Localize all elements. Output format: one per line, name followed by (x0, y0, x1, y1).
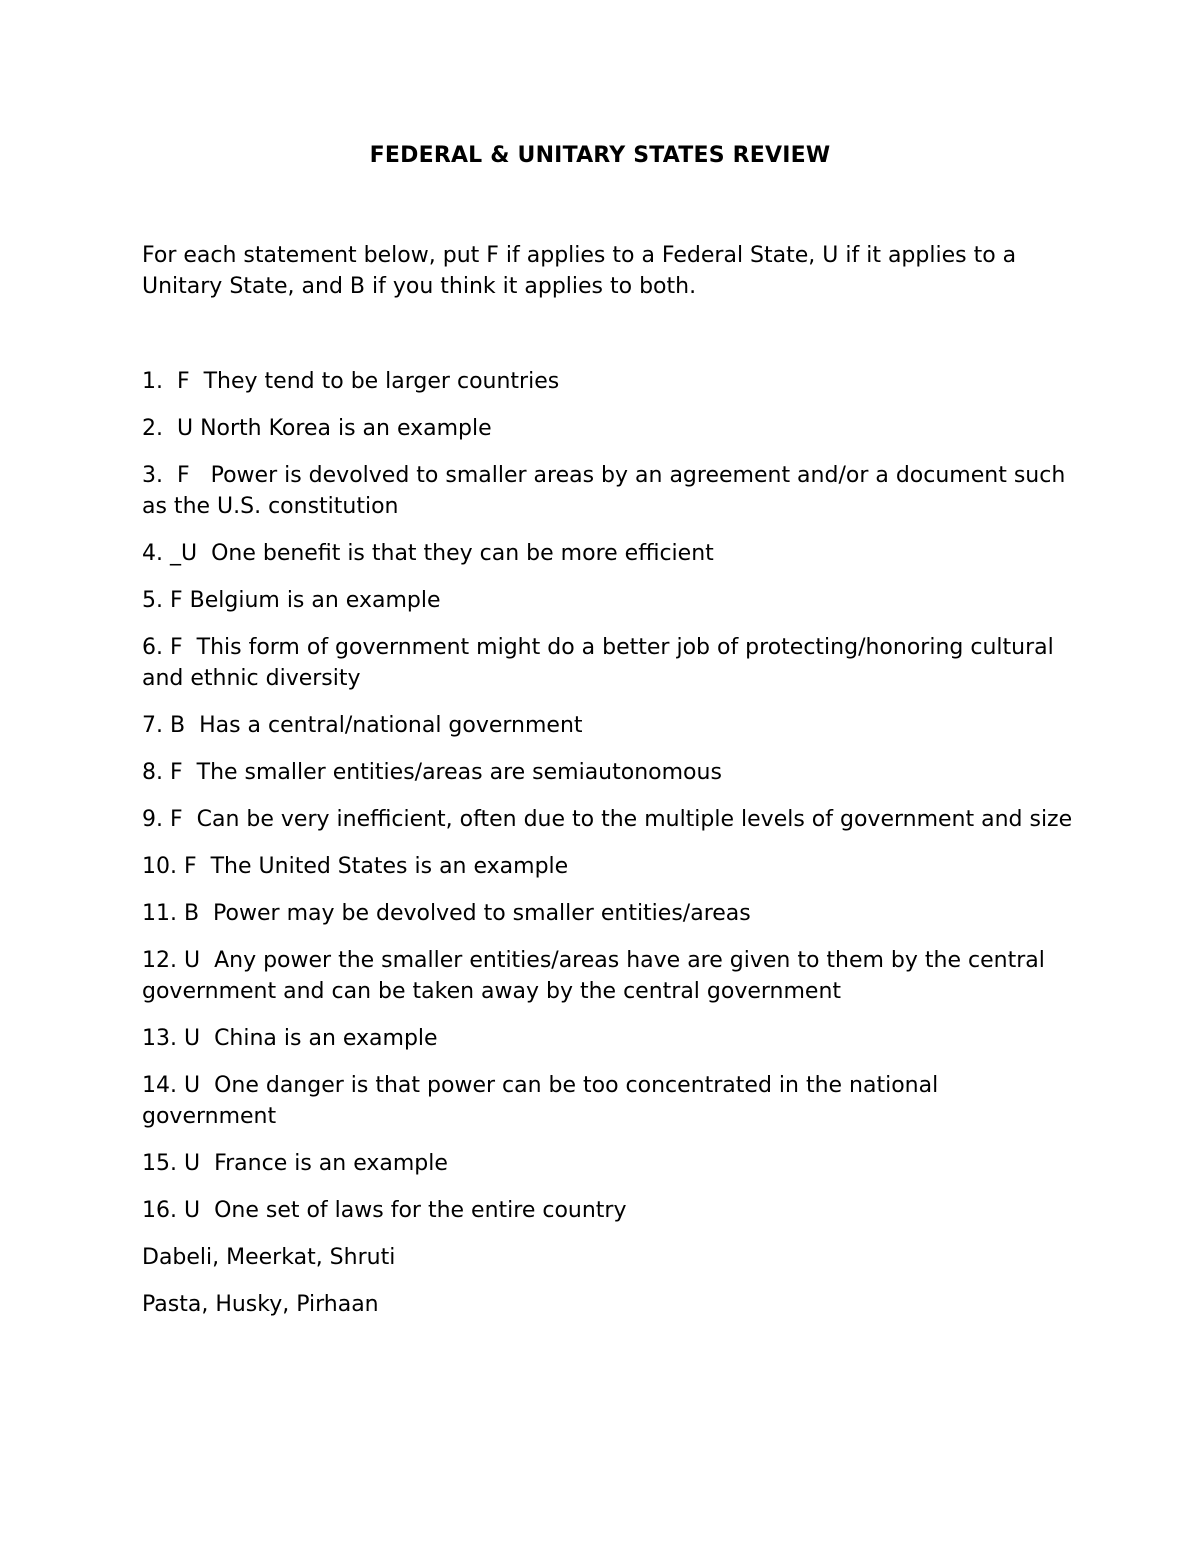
statement-item: 8. F The smaller entities/areas are semiautonomous (142, 760, 722, 785)
document-title: FEDERAL & UNITARY STATES REVIEW (369, 143, 831, 168)
statement-item: 5. F Belgium is an example (142, 588, 441, 613)
statement-item: 10. F The United States is an example (142, 854, 569, 879)
statement-item: 6. F This form of government might do a better job of protecting/honoring cultural and ethnic diversity (142, 635, 1061, 691)
group-names-line: Pasta, Husky, Pirhaan (142, 1292, 379, 1317)
statement-item: 2. U North Korea is an example (142, 416, 492, 441)
group-names-line: Dabeli, Meerkat, Shruti (142, 1245, 396, 1270)
statement-item: 15. U France is an example (142, 1151, 448, 1176)
statement-item: 12. U Any power the smaller entities/areas have are given to them by the central government and can be taken away by the central government (142, 948, 1052, 1004)
instructions-paragraph: For each statement below, put F if applies to a Federal State, U if it applies to a Unitary State, and B if you think it applies to both. (142, 243, 1017, 299)
statement-item: 9. F Can be very inefficient, often due to the multiple levels of government and size (142, 807, 1073, 832)
statement-item: 3. F Power is devolved to smaller areas by an agreement and/or a document such as the U.S. constitution (142, 463, 1073, 519)
statement-item: 7. B Has a central/national government (142, 713, 583, 738)
statement-item: 16. U One set of laws for the entire country (142, 1198, 627, 1223)
statement-item: 13. U China is an example (142, 1026, 438, 1051)
statement-item: 11. B Power may be devolved to smaller entities/areas (142, 901, 751, 926)
statement-item: 4. _U One benefit is that they can be more efficient (142, 541, 714, 566)
statement-item: 1. F They tend to be larger countries (142, 369, 560, 394)
statement-item: 14. U One danger is that power can be too concentrated in the national government (142, 1073, 946, 1129)
statement-list (142, 366, 1077, 1336)
